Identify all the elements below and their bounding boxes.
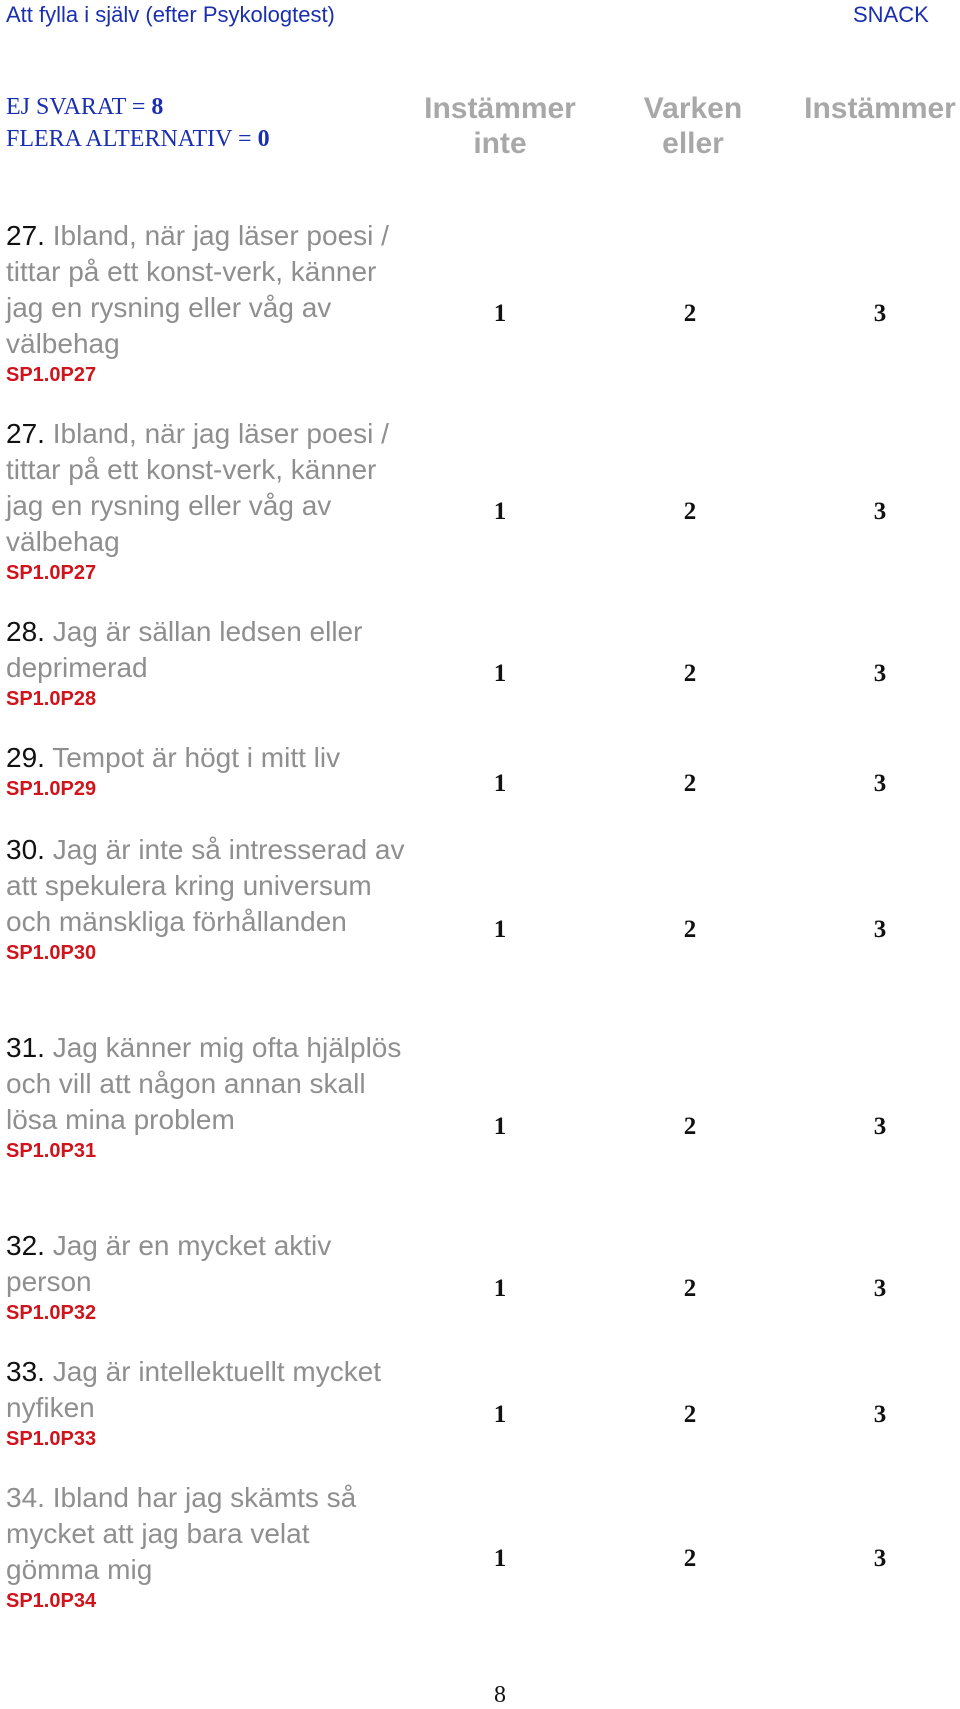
option-27b-1[interactable]: 1 <box>493 498 507 525</box>
option-33-1[interactable]: 1 <box>493 1401 507 1428</box>
option-34-3[interactable]: 3 <box>873 1545 887 1572</box>
column-header-disagree: Instämmer inte <box>424 92 576 160</box>
question-31: 31. Jag känner mig ofta hjälplös och vill att någon annan skall lösa mina problem SP1.0P31 <box>6 1032 402 1162</box>
option-30-3[interactable]: 3 <box>873 916 887 943</box>
option-34-1[interactable]: 1 <box>493 1545 507 1572</box>
option-29-3[interactable]: 3 <box>873 770 887 797</box>
option-33-2[interactable]: 2 <box>683 1401 697 1428</box>
option-30-2[interactable]: 2 <box>683 916 697 943</box>
option-32-2[interactable]: 2 <box>683 1275 697 1302</box>
stat-not-answered: EJ SVARAT = 8 <box>6 94 164 120</box>
option-30-1[interactable]: 1 <box>493 916 507 943</box>
option-27a-3[interactable]: 3 <box>873 300 887 327</box>
option-31-3[interactable]: 3 <box>873 1113 887 1140</box>
document-header-title: Att fylla i själv (efter Psykologtest) <box>6 2 335 27</box>
question-28: 28. Jag är sällan ledsen eller deprimerad SP1.0P28 <box>6 616 363 710</box>
question-30: 30. Jag är inte så intresserad av att spekulera kring universum och mänskliga förhållanden SP1.0P30 <box>6 834 405 964</box>
stat-multiple-choices: FLERA ALTERNATIV = 0 <box>6 126 270 152</box>
page-number: 8 <box>494 1682 506 1708</box>
question-33: 33. Jag är intellektuellt mycket nyfiken SP1.0P33 <box>6 1356 382 1450</box>
option-33-3[interactable]: 3 <box>873 1401 887 1428</box>
question-27b: 27. Ibland, när jag läser poesi / tittar på ett konst-verk, känner jag en rysning eller våg av välbehag SP1.0P27 <box>6 418 389 584</box>
question-29: 29. Tempot är högt i mitt liv SP1.0P29 <box>6 742 341 800</box>
option-32-3[interactable]: 3 <box>873 1275 887 1302</box>
option-27a-2[interactable]: 2 <box>683 300 697 327</box>
column-header-agree: Instämmer <box>804 92 956 125</box>
question-27a: 27. Ibland, när jag läser poesi / tittar på ett konst-verk, känner jag en rysning eller våg av välbehag SP1.0P27 <box>6 220 389 386</box>
option-28-2[interactable]: 2 <box>683 660 697 687</box>
option-31-1[interactable]: 1 <box>493 1113 507 1140</box>
option-27b-2[interactable]: 2 <box>683 498 697 525</box>
question-32: 32. Jag är en mycket aktiv person SP1.0P32 <box>6 1230 332 1324</box>
option-27a-1[interactable]: 1 <box>493 300 507 327</box>
option-34-2[interactable]: 2 <box>683 1545 697 1572</box>
option-32-1[interactable]: 1 <box>493 1275 507 1302</box>
option-31-2[interactable]: 2 <box>683 1113 697 1140</box>
question-34: 34. Ibland har jag skämts så mycket att jag bara velat gömma mig SP1.0P34 <box>6 1482 357 1612</box>
option-27b-3[interactable]: 3 <box>873 498 887 525</box>
column-header-neutral: Varken eller <box>643 92 743 160</box>
option-28-3[interactable]: 3 <box>873 660 887 687</box>
option-28-1[interactable]: 1 <box>493 660 507 687</box>
option-29-2[interactable]: 2 <box>683 770 697 797</box>
document-header-section: SNACK <box>853 2 929 27</box>
option-29-1[interactable]: 1 <box>493 770 507 797</box>
